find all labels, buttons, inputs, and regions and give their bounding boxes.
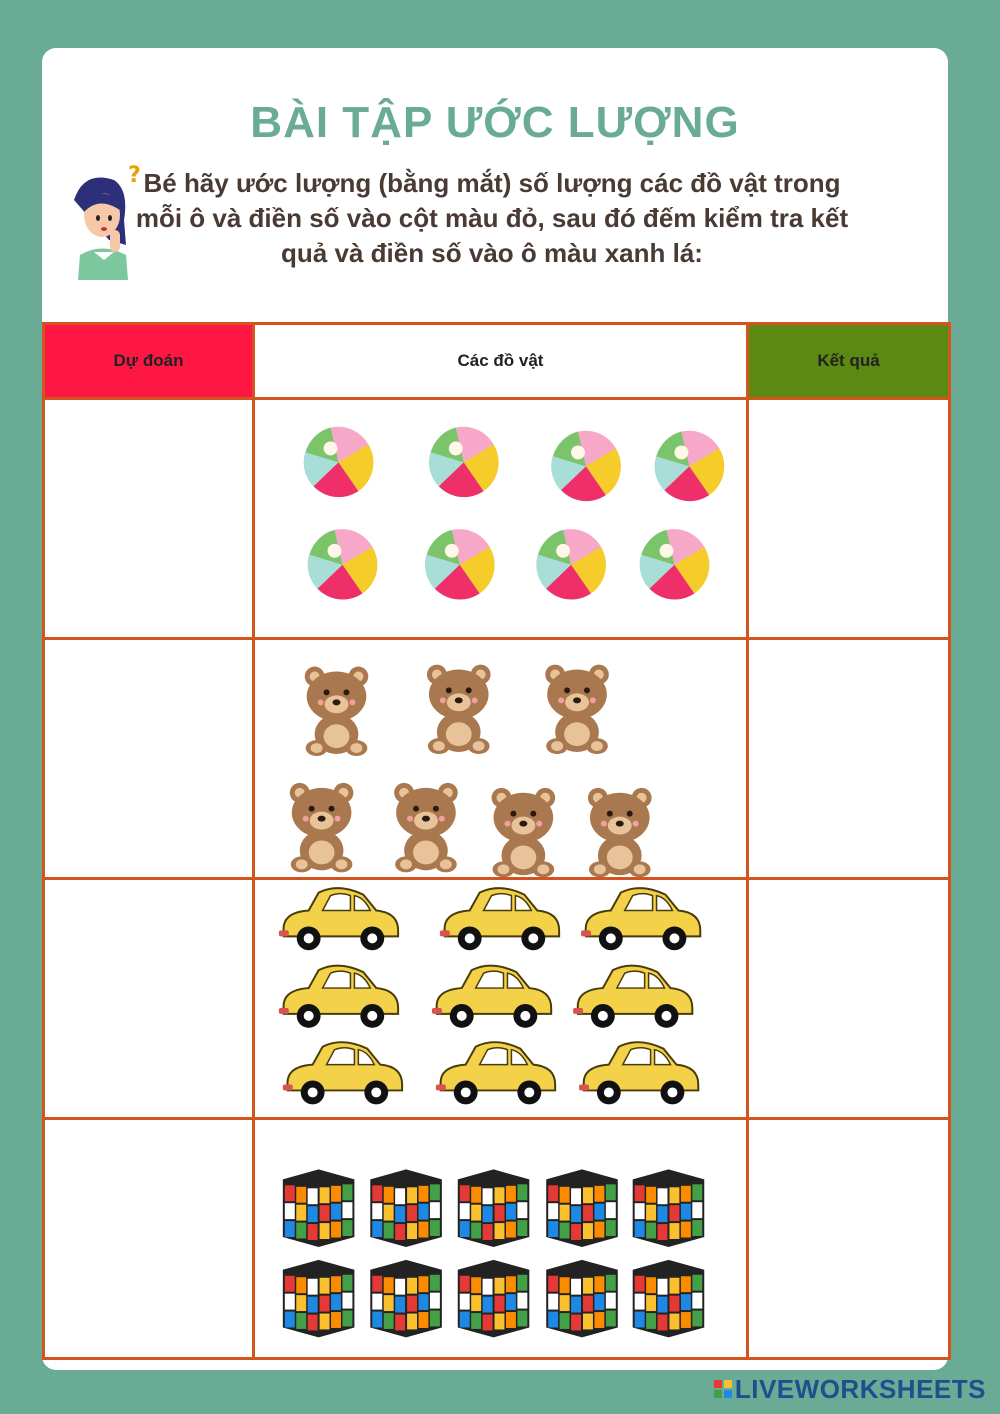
svg-text:?: ? [128, 163, 141, 188]
cubes-group [255, 1120, 746, 1357]
teddy-bear-icon [427, 665, 491, 754]
prediction-cell[interactable] [44, 639, 254, 879]
toy-car-icon [283, 1042, 402, 1104]
rubik-cube-icon [458, 1260, 530, 1338]
logo-text: LIVEWORKSHEETS [734, 1373, 986, 1404]
teddy-bear-icon [394, 783, 458, 872]
prediction-cell[interactable] [44, 399, 254, 639]
teddy-bear-icon [305, 667, 369, 756]
logo-mark-icon [714, 1380, 732, 1398]
toy-car-icon [581, 888, 700, 950]
items-cell-cars [254, 879, 748, 1119]
beach-ball-icon [429, 427, 499, 497]
table-row [44, 399, 950, 639]
beach-ball-icon [304, 427, 374, 497]
beach-ball-icon [640, 529, 710, 599]
table-row [44, 879, 950, 1119]
result-cell[interactable] [748, 879, 950, 1119]
items-header: Các đồ vật [254, 324, 748, 399]
worksheet-card [42, 48, 948, 1370]
table-row [44, 1119, 950, 1359]
beach-ball-icon [655, 431, 725, 501]
beach-ball-icon [536, 529, 606, 599]
rubik-cube-icon [458, 1169, 530, 1247]
bears-group [255, 640, 746, 877]
result-header: Kết quả [748, 324, 950, 399]
toy-car-icon [579, 1042, 698, 1104]
prediction-cell[interactable] [44, 1119, 254, 1359]
estimation-table [42, 322, 951, 1360]
result-cell[interactable] [748, 1119, 950, 1359]
teddy-bear-icon [588, 788, 652, 877]
prediction-header: Dự đoán [44, 324, 254, 399]
items-cell-bears [254, 639, 748, 879]
teddy-bear-icon [492, 788, 556, 877]
toy-car-icon [573, 966, 692, 1028]
worksheet-title: BÀI TẬP ƯỚC LƯỢNG [250, 98, 740, 147]
toy-car-icon [432, 966, 551, 1028]
prediction-cell[interactable] [44, 879, 254, 1119]
toy-car-icon [279, 888, 398, 950]
toy-car-icon [436, 1042, 555, 1104]
result-cell[interactable] [748, 639, 950, 879]
table-row [44, 639, 950, 879]
result-cell[interactable] [748, 399, 950, 639]
beach-ball-icon [425, 529, 495, 599]
toy-car-icon [279, 966, 398, 1028]
table-header-row [44, 324, 950, 399]
rubik-cube-icon [283, 1260, 355, 1338]
rubik-cube-icon [370, 1169, 442, 1247]
rubik-cube-icon [633, 1260, 705, 1338]
rubik-cube-icon [546, 1260, 618, 1338]
balls-group [255, 400, 746, 637]
toy-car-icon [440, 888, 559, 950]
beach-ball-icon [551, 431, 621, 501]
rubik-cube-icon [283, 1169, 355, 1247]
rubik-cube-icon [633, 1169, 705, 1247]
liveworksheets-logo [714, 1374, 986, 1404]
teddy-bear-icon [290, 783, 354, 872]
cars-group [255, 880, 746, 1117]
items-cell-cubes [254, 1119, 748, 1359]
teddy-bear-icon [545, 665, 609, 754]
instruction-text: Bé hãy ước lượng (bằng mắt) số lượng các đồ vật trong mỗi ô và điền số vào cột màu đỏ, sau đó đếm kiểm tra kết quả và điền số vào ô màu xanh lá: [135, 168, 849, 268]
rubik-cube-icon [546, 1169, 618, 1247]
beach-ball-icon [308, 529, 378, 599]
rubik-cube-icon [370, 1260, 442, 1338]
items-cell-balls [254, 399, 748, 639]
